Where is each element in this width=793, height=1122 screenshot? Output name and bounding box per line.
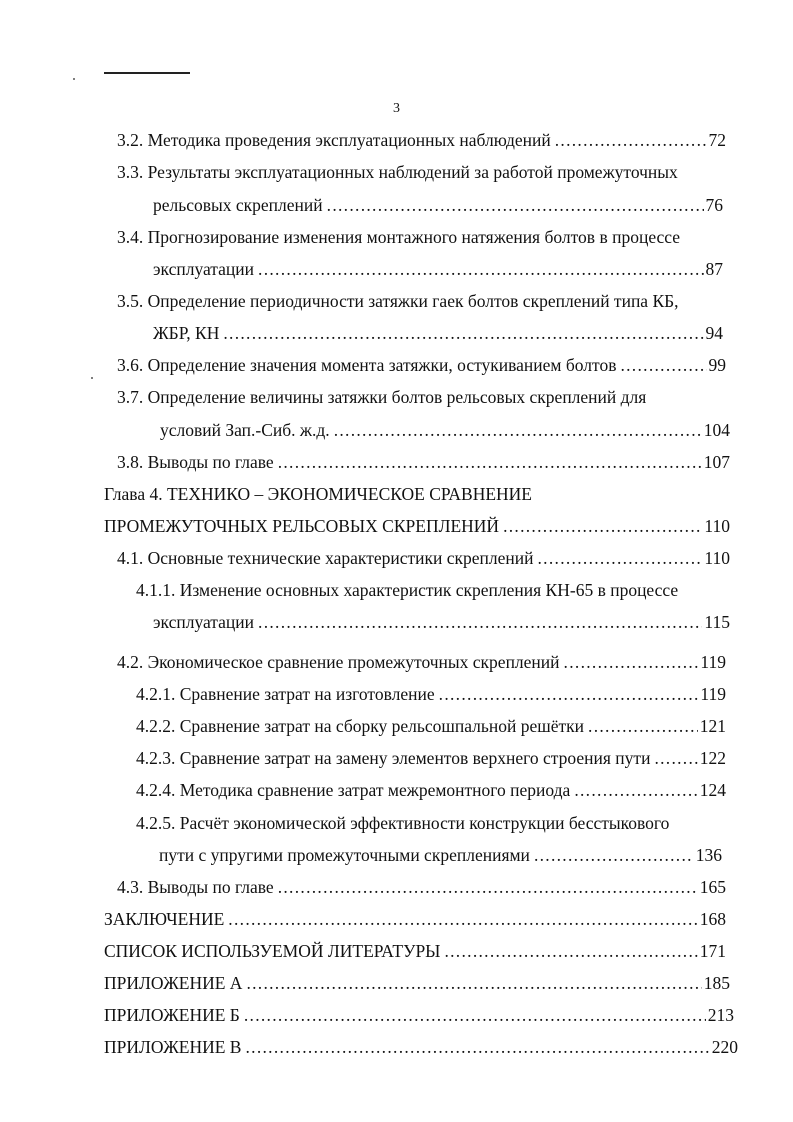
toc-entry-title: 4.1.1. Изменение основных характеристик скрепления КН-65 в процессе bbox=[136, 580, 679, 600]
toc-entry-title: 3.3. Результаты эксплуатационных наблюдений за работой промежуточных bbox=[117, 162, 678, 182]
toc-dot-leader bbox=[258, 610, 702, 634]
toc-dot-leader bbox=[444, 939, 697, 963]
toc-dot-leader bbox=[334, 418, 702, 442]
toc-dot-leader bbox=[574, 778, 697, 802]
toc-entry bbox=[117, 128, 726, 152]
toc-entry-title: 3.4. Прогнозирование изменения монтажного натяжения болтов в процессе bbox=[117, 227, 681, 247]
toc-entry-page: 171 bbox=[699, 941, 726, 961]
toc-entry-title: пути с упругими промежуточными скреплениями bbox=[159, 845, 530, 865]
toc-entry-title: ПРОМЕЖУТОЧНЫХ РЕЛЬСОВЫХ СКРЕПЛЕНИЙ bbox=[104, 516, 500, 536]
toc-entry-page: 185 bbox=[703, 973, 730, 993]
toc-entry-title: ПРИЛОЖЕНИЕ В bbox=[104, 1037, 242, 1057]
toc-entry bbox=[117, 650, 726, 674]
toc-entry-page: 213 bbox=[707, 1005, 734, 1025]
toc-entry-title: рельсовых скреплений bbox=[153, 195, 323, 215]
toc-entry bbox=[136, 811, 726, 835]
toc-dot-leader bbox=[278, 875, 698, 899]
toc-dot-leader bbox=[228, 907, 697, 931]
toc-entry-page: 104 bbox=[703, 420, 730, 440]
toc-entry bbox=[159, 843, 722, 867]
toc-entry-title: 4.2. Экономическое сравнение промежуточных скреплений bbox=[117, 652, 560, 672]
toc-entry bbox=[117, 289, 726, 313]
toc-entry bbox=[104, 907, 726, 931]
toc-entry-title: ПРИЛОЖЕНИЕ Б bbox=[104, 1005, 240, 1025]
toc-entry-page: 220 bbox=[711, 1037, 738, 1057]
toc-entry-title: ЖБР, КН bbox=[153, 323, 220, 343]
toc-entry-page: 87 bbox=[705, 259, 723, 279]
toc-entry bbox=[136, 682, 726, 706]
toc-entry bbox=[104, 939, 726, 963]
toc-dot-leader bbox=[258, 257, 703, 281]
toc-entry-page: 136 bbox=[695, 845, 722, 865]
toc-entry-title: 3.5. Определение периодичности затяжки гаек болтов скреплений типа КБ, bbox=[117, 291, 679, 311]
toc-entry-title: эксплуатации bbox=[153, 259, 255, 279]
toc-dot-leader bbox=[620, 353, 706, 377]
toc-dot-leader bbox=[538, 546, 703, 570]
toc-entry bbox=[117, 450, 730, 474]
toc-dot-leader bbox=[588, 714, 698, 738]
toc-dot-leader bbox=[223, 321, 703, 345]
toc-dot-leader bbox=[439, 682, 699, 706]
toc-dot-leader bbox=[654, 746, 697, 770]
toc-entry-page: 76 bbox=[705, 195, 723, 215]
toc-entry bbox=[117, 546, 730, 570]
toc-entry-page: 115 bbox=[704, 612, 730, 632]
toc-entry-title: СПИСОК ИСПОЛЬЗУЕМОЙ ЛИТЕРАТУРЫ bbox=[104, 941, 441, 961]
toc-entry-title: Глава 4. ТЕХНИКО – ЭКОНОМИЧЕСКОЕ СРАВНЕНИЕ bbox=[104, 484, 532, 504]
toc-dot-leader bbox=[564, 650, 699, 674]
toc-entry-title: 4.3. Выводы по главе bbox=[117, 877, 274, 897]
toc-entry bbox=[104, 482, 730, 506]
toc-entry bbox=[136, 578, 730, 602]
toc-entry bbox=[104, 971, 730, 995]
toc-entry bbox=[136, 778, 726, 802]
toc-entry bbox=[117, 225, 726, 249]
toc-entry-page: 99 bbox=[708, 355, 726, 375]
toc-entry bbox=[117, 385, 726, 409]
toc-dot-leader bbox=[244, 1003, 706, 1027]
toc-entry-page: 110 bbox=[704, 516, 730, 536]
toc-entry-page: 94 bbox=[705, 323, 723, 343]
toc-entry-page: 119 bbox=[700, 652, 726, 672]
toc-entry-title: 3.8. Выводы по главе bbox=[117, 452, 274, 472]
toc-entry bbox=[153, 193, 723, 217]
toc-entry bbox=[153, 321, 723, 345]
toc-entry bbox=[160, 418, 730, 442]
toc-entry-title: эксплуатации bbox=[153, 612, 255, 632]
toc-entry-page: 72 bbox=[708, 130, 726, 150]
toc-entry bbox=[104, 1035, 738, 1059]
toc-entry-page: 110 bbox=[704, 548, 730, 568]
toc-entry bbox=[117, 353, 726, 377]
toc-entry-title: 4.2.4. Методика сравнение затрат межремонтного периода bbox=[136, 780, 571, 800]
toc-entry bbox=[153, 610, 730, 634]
toc-entry-title: 4.2.3. Сравнение затрат на замену элементов верхнего строения пути bbox=[136, 748, 651, 768]
toc-entry bbox=[117, 160, 726, 184]
toc-entry-title: условий Зап.-Сиб. ж.д. bbox=[160, 420, 330, 440]
toc-entry-page: 121 bbox=[699, 716, 726, 736]
toc-entry bbox=[104, 514, 730, 538]
toc-entry-page: 124 bbox=[699, 780, 726, 800]
toc-dot-leader bbox=[327, 193, 704, 217]
toc-entry-title: 4.2.2. Сравнение затрат на сборку рельсошпальной решётки bbox=[136, 716, 585, 736]
toc-entry-title: 4.2.1. Сравнение затрат на изготовление bbox=[136, 684, 435, 704]
toc-entry bbox=[117, 875, 726, 899]
toc-dot-leader bbox=[534, 843, 694, 867]
toc-dot-leader bbox=[278, 450, 702, 474]
toc-entry-page: 119 bbox=[700, 684, 726, 704]
toc-entry-title: ПРИЛОЖЕНИЕ А bbox=[104, 973, 243, 993]
toc-entry-page: 168 bbox=[699, 909, 726, 929]
toc-dot-leader bbox=[245, 1035, 709, 1059]
toc-dot-leader bbox=[555, 128, 707, 152]
toc-dot-leader bbox=[503, 514, 702, 538]
page-number: 3 bbox=[393, 101, 400, 116]
toc-entry-title: 3.7. Определение величины затяжки болтов рельсовых скреплений для bbox=[117, 387, 647, 407]
toc-entry-title: ЗАКЛЮЧЕНИЕ bbox=[104, 909, 225, 929]
toc-entry-title: 4.2.5. Расчёт экономической эффективности конструкции бесстыкового bbox=[136, 813, 670, 833]
toc-entry-title: 3.2. Методика проведения эксплуатационных наблюдений bbox=[117, 130, 551, 150]
toc-entry bbox=[104, 1003, 734, 1027]
toc-entry-page: 165 bbox=[699, 877, 726, 897]
toc-entry bbox=[136, 714, 726, 738]
toc-entry-page: 107 bbox=[703, 452, 730, 472]
toc-entry-title: 4.1. Основные технические характеристики скреплений bbox=[117, 548, 534, 568]
toc-entry-title: 3.6. Определение значения момента затяжки, остукиванием болтов bbox=[117, 355, 617, 375]
toc-entry bbox=[136, 746, 726, 770]
toc-entry-page: 122 bbox=[699, 748, 726, 768]
toc-entry bbox=[153, 257, 723, 281]
toc-dot-leader bbox=[246, 971, 701, 995]
